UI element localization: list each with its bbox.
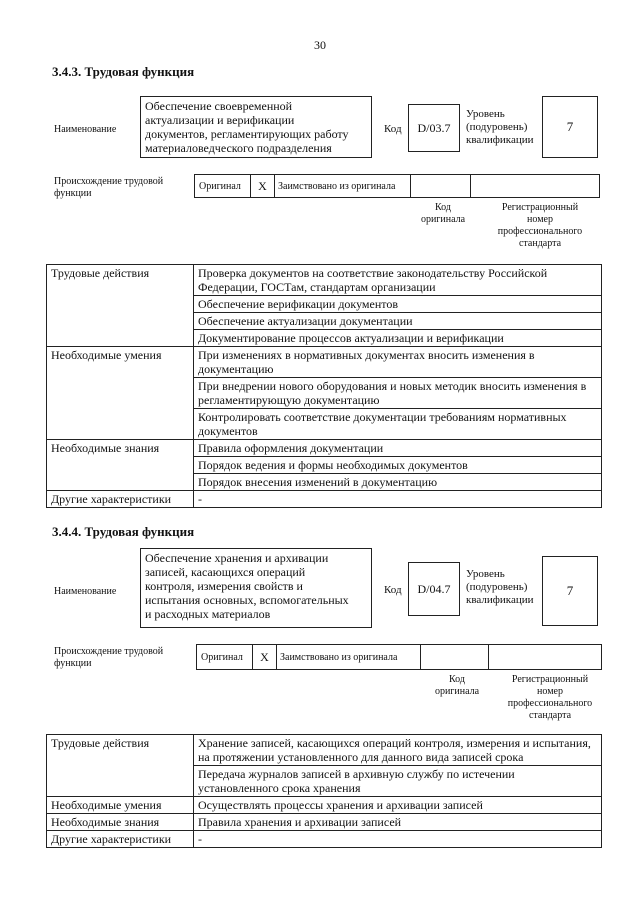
origin-row [196,644,602,670]
original-label: Оригинал [197,645,253,669]
item-cell: Обеспечение верификации документов [194,296,602,313]
category-cell: Другие характеристики [47,831,194,848]
origin-label-line: Происхождение трудовой [54,176,164,187]
level-box: 7 [542,556,598,626]
item-cell: Передача журналов записей в архивную службу по истечении установленного срока хранения [194,766,602,797]
code-original-cell [421,645,489,669]
table-row [47,265,602,296]
original-mark: X [253,645,277,669]
function-name-box [140,548,372,628]
borrowed-label: Заимствовано из оригинала [275,175,411,197]
category-cell: Трудовые действия [47,265,194,347]
code-original-caption [410,202,476,226]
function-name-line: материаловедческого подразделения [145,141,332,155]
borrowed-label: Заимствовано из оригинала [277,645,421,669]
category-cell: Необходимые знания [47,814,194,831]
section-heading: 3.4.3. Трудовая функция [52,64,195,79]
caption-line: Код [449,674,465,685]
level-label [466,108,533,147]
level-label-line: квалификации [466,134,534,146]
page-number: 30 [314,38,326,52]
code-label: Код [384,123,402,135]
function-name-line: и расходных материалов [145,607,271,621]
category-cell: Необходимые знания [47,440,194,491]
level-label-line: Уровень [466,568,505,580]
labor-functions-table [46,264,602,508]
table-row [47,814,602,831]
function-name-line: Обеспечение своевременной [145,99,293,113]
caption-line: номер [527,214,553,225]
origin-label [54,176,163,200]
caption-line: номер [537,686,563,697]
reg-number-caption [484,202,596,250]
level-label-line: (подуровень) [466,581,528,593]
function-name-line: испытания основных, вспомогательных [145,593,349,607]
reg-number-cell [471,175,599,197]
origin-label-line: Происхождение трудовой [54,646,164,657]
item-cell: Порядок ведения и формы необходимых документов [194,457,602,474]
item-cell: Осуществлять процессы хранения и архивации записей [194,797,602,814]
item-cell: При изменениях в нормативных документах вносить изменения в документацию [194,347,602,378]
function-name-line: контроля, измерения свойств и [145,579,303,593]
item-cell: Правила оформления документации [194,440,602,457]
item-cell: - [194,831,602,848]
section-heading: 3.4.4. Трудовая функция [52,524,195,539]
caption-line: стандарта [518,238,562,249]
item-cell: Правила хранения и архивации записей [194,814,602,831]
category-cell: Другие характеристики [47,491,194,508]
original-mark: X [251,175,275,197]
caption-line: стандарта [528,710,572,721]
item-cell: - [194,491,602,508]
item-cell: Порядок внесения изменений в документацию [194,474,602,491]
function-name-line: документов, регламентирующих работу [145,127,349,141]
code-original-cell [411,175,471,197]
item-cell: Хранение записей, касающихся операций контроля, измерения и испытания, на протяжении установленного для данного вида записей срока [194,735,602,766]
category-cell: Необходимые умения [47,797,194,814]
caption-line: оригинала [420,214,466,225]
item-cell: Проверка документов на соответствие законодательству Российской Федерации, ГОСТам, стандартам организации [194,265,602,296]
reg-number-cell [489,645,601,669]
labor-functions-table [46,734,602,848]
level-label [466,568,533,607]
caption-line: Регистрационный [511,674,589,685]
item-cell: При внедрении нового оборудования и новых методик вносить изменения в регламентирующую документацию [194,378,602,409]
name-label: Наименование [54,124,117,135]
category-cell: Трудовые действия [47,735,194,797]
name-label: Наименование [54,586,117,597]
origin-label-line: функции [54,188,92,199]
function-name-line: актуализации и верификации [145,113,295,127]
function-name-line: Обеспечение хранения и архивации [145,551,329,565]
original-label: Оригинал [195,175,251,197]
origin-label [54,646,163,670]
item-cell: Контролировать соответствие документации требованиям нормативных документов [194,409,602,440]
table-row [47,831,602,848]
level-label-line: Уровень [466,108,505,120]
table-row [47,797,602,814]
code-box: D/03.7 [408,104,460,152]
category-cell: Необходимые умения [47,347,194,440]
code-original-caption [424,674,490,698]
item-cell: Обеспечение актуализации документации [194,313,602,330]
code-box: D/04.7 [408,562,460,616]
caption-line: профессионального [507,698,593,709]
item-cell: Документирование процессов актуализации и верификации [194,330,602,347]
origin-label-line: функции [54,658,92,669]
table-row [47,735,602,766]
table-row [47,440,602,457]
origin-row [194,174,600,198]
caption-line: Регистрационный [501,202,579,213]
caption-line: профессионального [497,226,583,237]
level-box: 7 [542,96,598,158]
table-row [47,347,602,378]
reg-number-caption [494,674,606,722]
table-row [47,491,602,508]
code-label: Код [384,584,402,596]
caption-line: Код [435,202,451,213]
function-name-line: записей, касающихся операций [145,565,306,579]
function-name-box [140,96,372,158]
caption-line: оригинала [434,686,480,697]
level-label-line: (подуровень) [466,121,528,133]
level-label-line: квалификации [466,594,534,606]
